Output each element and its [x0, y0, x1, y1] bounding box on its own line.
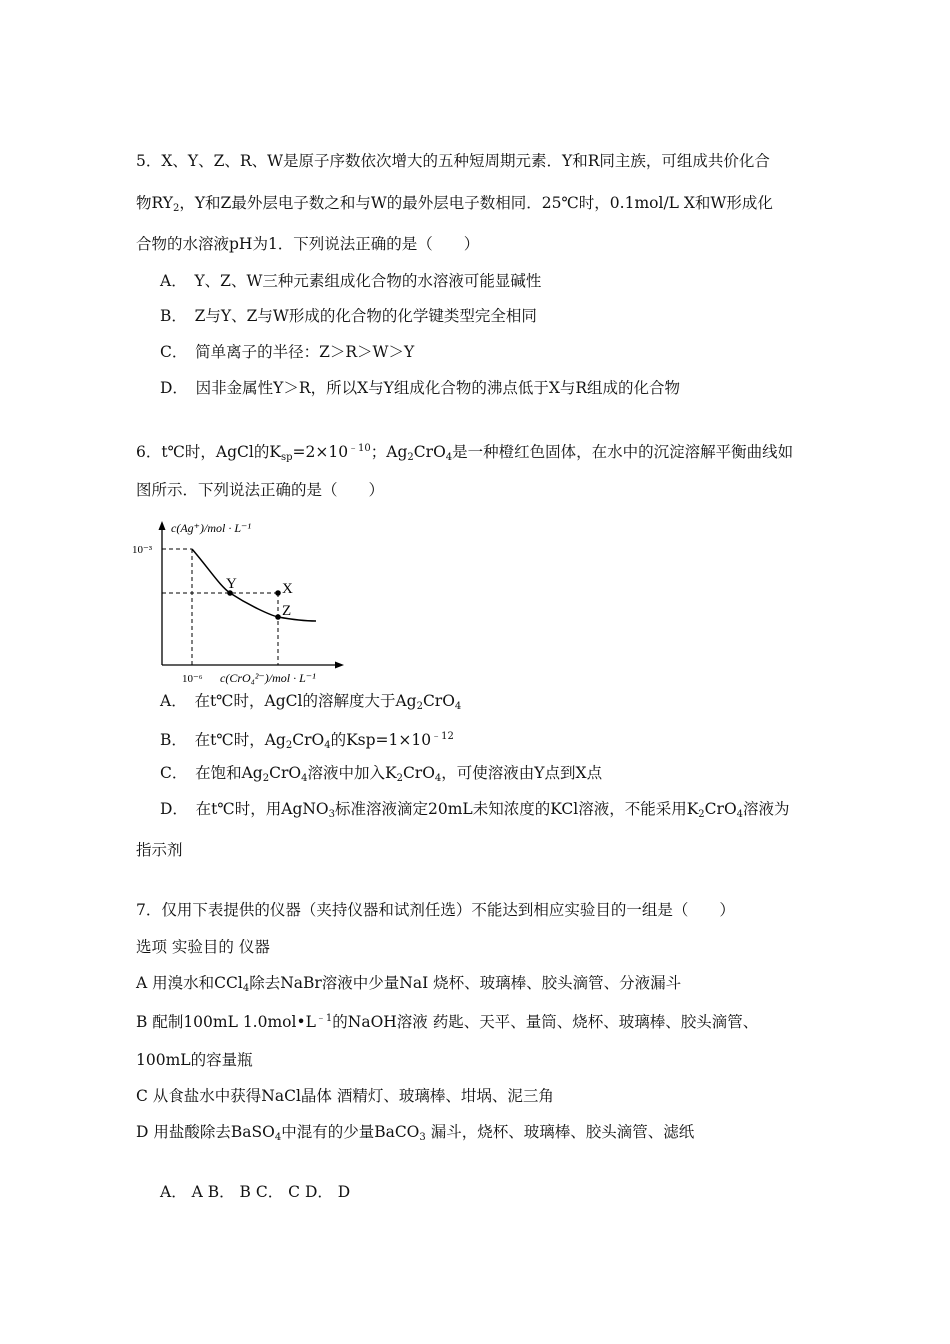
q6-option-d: D． 在t℃时，用AgNO$_3$标准溶液滴定20mL未知浓度的KCl溶液，不能采用$K_2CrO_4$溶液为	[160, 800, 790, 820]
x-axis-arrow	[335, 662, 344, 669]
y-axis-label: c(Ag⁺)/mol · L⁻¹	[171, 521, 251, 535]
q6-option-c: C． 在饱和$Ag_2CrO_4$溶液中加入$K_2CrO_4$，可使溶液由Y点到X点	[160, 764, 603, 784]
q5-line1: 5．X、Y、Z、R、W是原子序数依次增大的五种短周期元素．Y和R同主族，可组成共价化合	[136, 152, 770, 170]
q7-row-c: C 从食盐水中获得NaCl晶体 酒精灯、玻璃棒、坩埚、泥三角	[136, 1087, 554, 1105]
solubility-chart	[130, 518, 355, 688]
q5-option-b: B． Z与Y、Z与W形成的化合物的化学键类型完全相同	[160, 307, 537, 325]
q5-line3: 合物的水溶液pH为1．下列说法正确的是（ ）	[136, 235, 480, 253]
y-tick-label: 10⁻³	[132, 544, 153, 556]
q5-option-d: D． 因非金属性Y＞R，所以X与Y组成化合物的沸点低于X与R组成的化合物	[160, 379, 681, 397]
point-x	[275, 590, 281, 596]
q6-option-a: A． 在t℃时，AgCl的溶解度大于$Ag_2CrO_4$	[160, 692, 462, 712]
point-x-label: X	[282, 581, 293, 597]
x-axis-label: c(CrO₄²⁻)/mol · L⁻¹	[220, 671, 316, 685]
point-z-label: Z	[282, 603, 292, 619]
q5-line2: 物$RY_2$，Y和Z最外层电子数之和与W的最外层电子数相同．25℃时，0.1mol/L X和W形成化	[136, 194, 773, 214]
x-tick-label: 10⁻⁶	[182, 673, 203, 685]
q7-table-header: 选项 实验目的 仪器	[136, 938, 270, 956]
q6-line1: 6．t℃时，AgCl的$K_{sp}=2\times 10^{﹣10}$；$Ag_2CrO_4$是一种橙红色固体，在水中的沉淀溶解平衡曲线如	[136, 443, 794, 463]
q7-line1: 7．仅用下表提供的仪器（夹持仪器和试剂任选）不能达到相应实验目的一组是（ ）	[136, 901, 735, 919]
q7-row-b: B 配制100mL $1.0mol•L^{﹣1}$的NaOH溶液 药匙、天平、量筒、烧杯、玻璃棒、胶头滴管、	[136, 1013, 759, 1031]
q6-line2: 图所示．下列说法正确的是（ ）	[136, 481, 385, 499]
q7-row-d: D 用盐酸除去BaSO$_4$中混有的少量BaCO$_3$ 漏斗，烧杯、玻璃棒、胶头滴管、滤纸	[136, 1123, 695, 1143]
q7-row-b-line2: 100mL的容量瓶	[136, 1051, 253, 1069]
q5-option-a: A． Y、Z、W三种元素组成化合物的水溶液可能显碱性	[160, 272, 542, 290]
y-axis-arrow	[159, 521, 166, 530]
equilibrium-curve	[192, 549, 316, 621]
point-z	[275, 614, 281, 620]
q6-option-d-line2: 指示剂	[136, 841, 183, 859]
q5-option-c: C． 简单离子的半径：Z＞R＞W＞Y	[160, 343, 415, 361]
q7-row-a: A 用溴水和CCl$_4$除去NaBr溶液中少量NaI 烧杯、玻璃棒、胶头滴管、分液漏斗	[136, 974, 682, 994]
q6-option-b: B． 在t℃时，$Ag_2CrO_4$的$Ksp=1\times 10^{﹣12}$	[160, 731, 454, 751]
q7-answers: A． A B． B C． C D． D	[160, 1183, 351, 1201]
point-y-label: Y	[226, 576, 237, 592]
